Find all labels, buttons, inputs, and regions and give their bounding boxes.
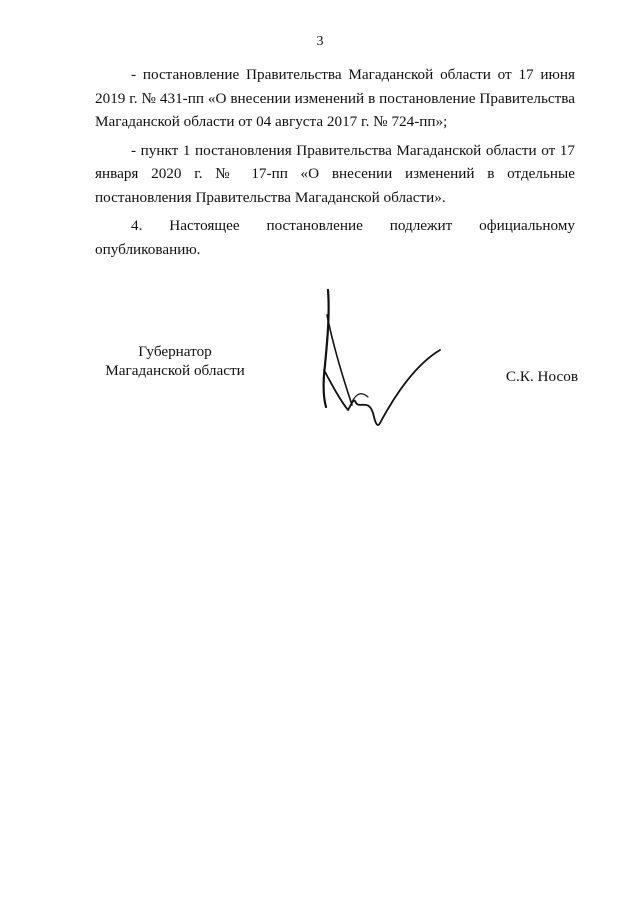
handwritten-signature-icon — [310, 285, 460, 435]
signer-position — [95, 342, 255, 380]
signer-position-title: Губернатор — [138, 343, 212, 360]
paragraph-resolution-17: - пункт 1 постановления Правительства Магаданской области от 17 января 2020 г. № 17-пп «О внесении изменений в отдельные постановления Правительства Магаданской области». — [95, 141, 575, 206]
signer-position-region: Магаданской области — [105, 362, 245, 379]
page-number: 3 — [316, 34, 324, 49]
paragraph-resolution-431: - постановление Правительства Магаданской области от 17 июня 2019 г. № 431-пп «О внесении изменений в постановление Правительства Магаданской области от 04 августа 2017 г. № 724-пп»; — [95, 66, 575, 130]
signer-name: С.К. Носов — [505, 368, 578, 385]
document-body — [95, 63, 575, 261]
paragraph-publication: 4. Настоящее постановление подлежит официальному опубликованию. — [95, 217, 575, 258]
